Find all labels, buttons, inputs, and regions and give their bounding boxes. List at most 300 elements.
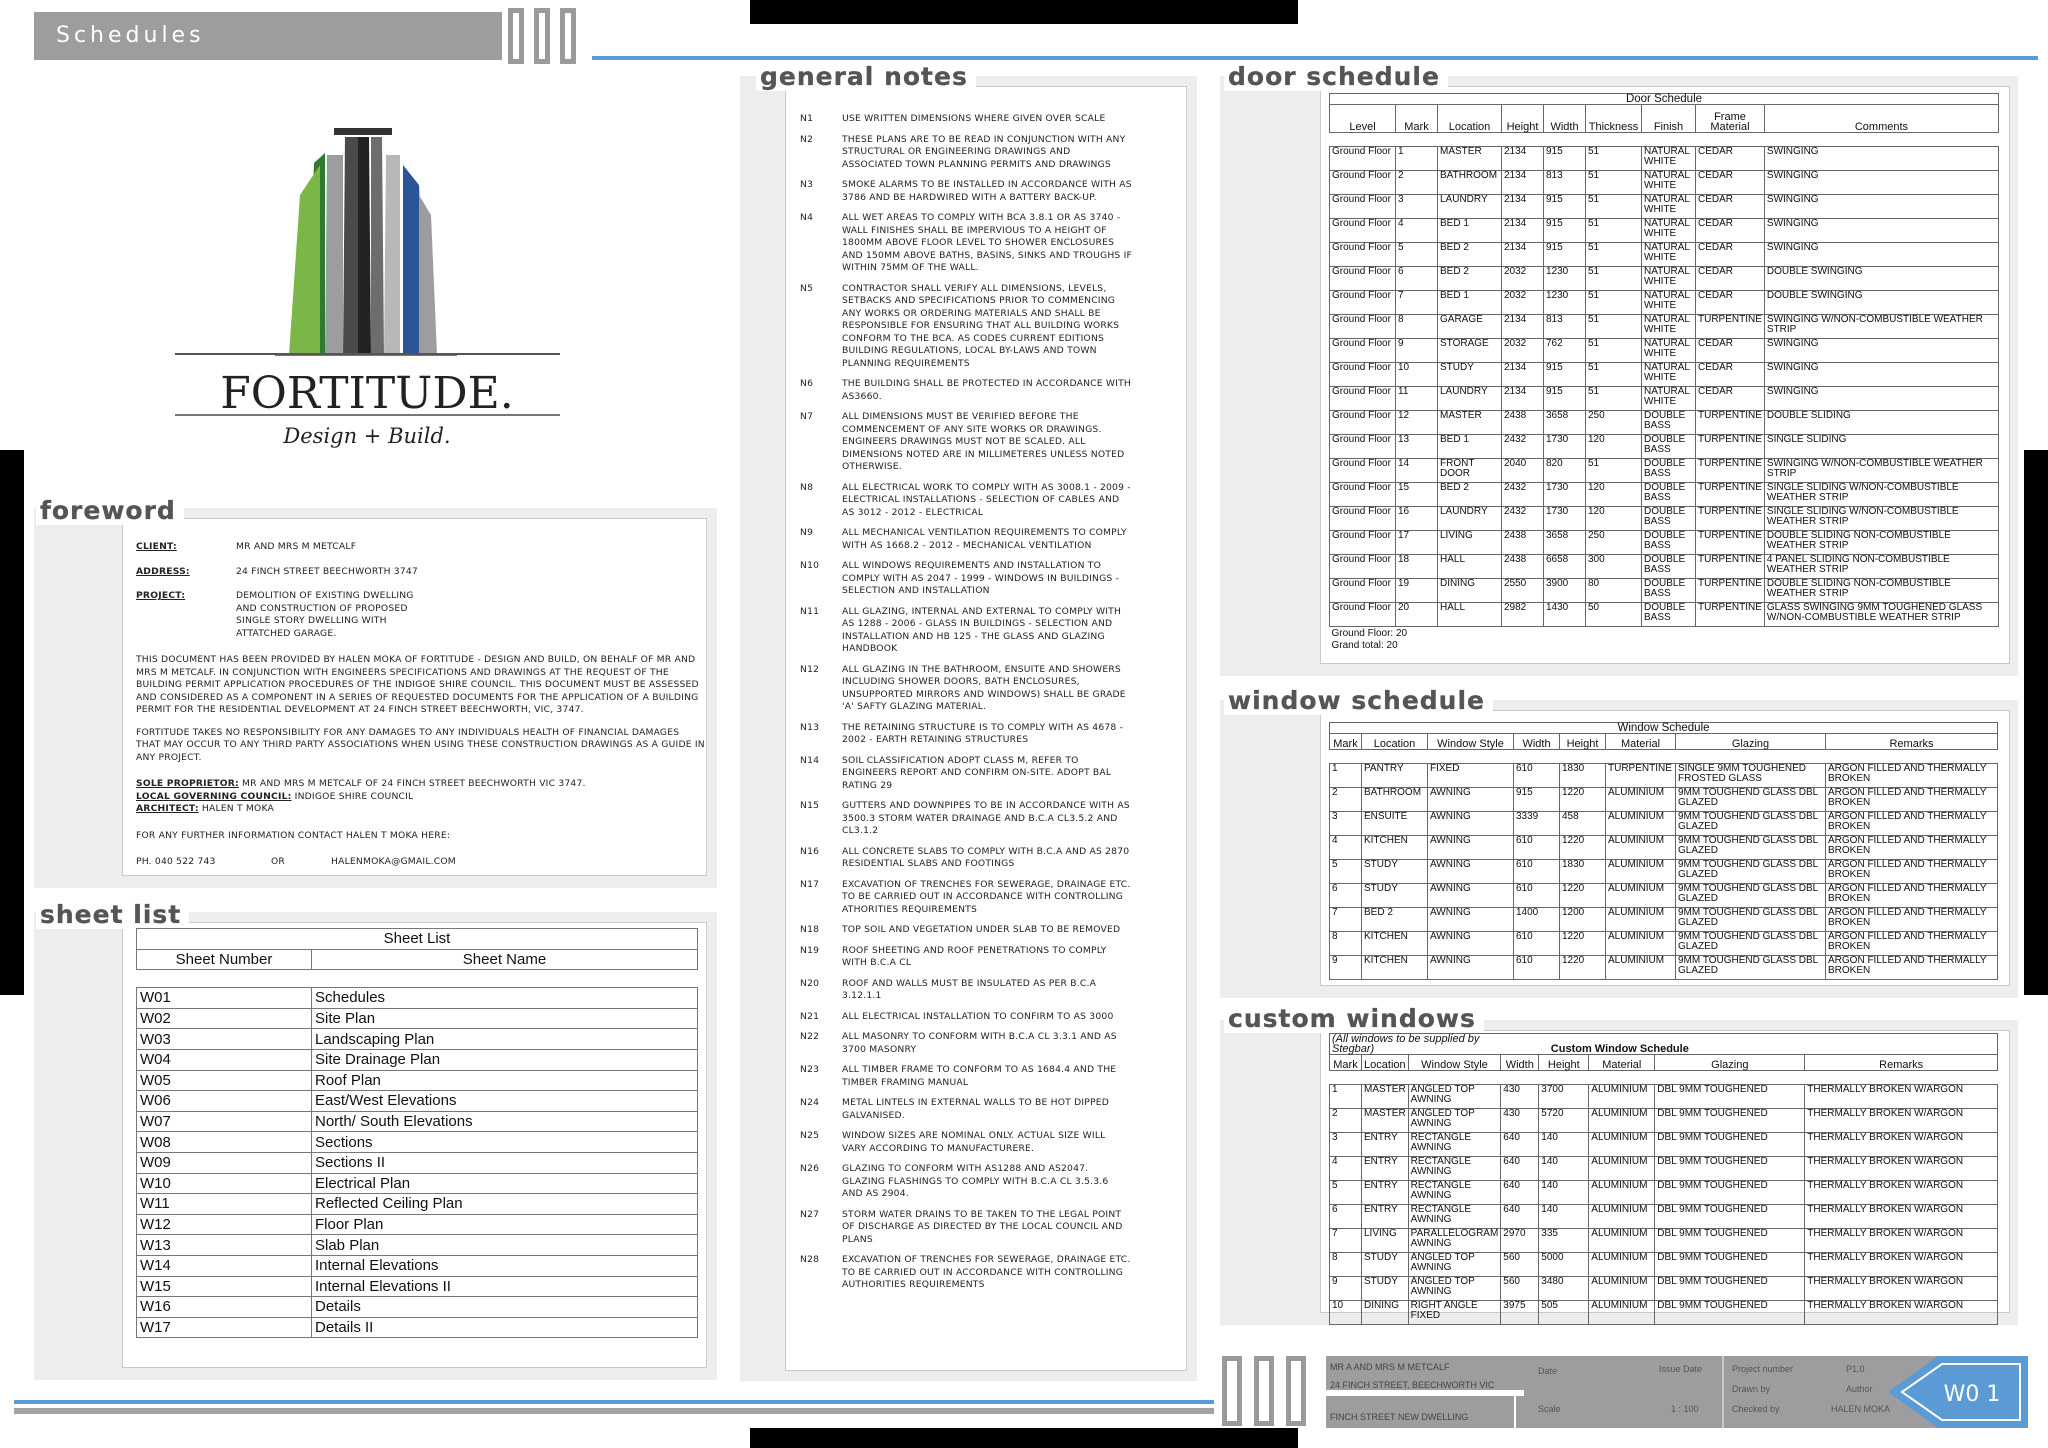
door-cell: 8 [1396,315,1438,339]
door-cell: 1230 [1544,267,1586,291]
note-text: SMOKE ALARMS TO BE INSTALLED IN ACCORDANCE WITH AS 3786 AND BE HARDWIRED WITH A BATTERY BACK-UP. [842,179,1132,203]
door-cell: Ground Floor [1330,411,1396,435]
door-cell: TURPENTINE [1696,435,1765,459]
door-cell: NATURAL WHITE [1642,171,1696,195]
door-cell: 2432 [1502,435,1544,459]
door-cell: 1730 [1544,483,1586,507]
footer-blue-line [14,1400,1214,1404]
sheet-number-cell: W02 [137,1008,312,1029]
custom-window-cell: 640 [1501,1157,1539,1181]
custom-window-cell: 430 [1501,1109,1539,1133]
door-row [1330,603,1999,627]
door-cell: BED 1 [1438,435,1502,459]
custom-windows-title: custom windows [1224,1004,1484,1033]
foreword-paragraph-2: FORTITUDE TAKES NO RESPONSIBILITY FOR ANY DAMAGES TO ANY INDIVIDUALS HEALTH OF FINANCIAL DAMAGES THAT MAY OCCUR TO ANY THIRD PARTY ASSOCIATIONS WHEN USING THESE CONSTRUCTION DRAWINGS AS A GUIDE IN ANY PROJECT. [136,726,705,763]
door-cell: 20 [1396,603,1438,627]
note-text: TOP SOIL AND VEGETATION UNDER SLAB TO BE REMOVED [842,924,1121,935]
note-text: ALL WINDOWS REQUIREMENTS AND INSTALLATION TO COMPLY WITH AS 2047 - 1999 - WINDOWS IN BUILDINGS - SELECTION AND INSTALLATION [842,560,1120,596]
note-text: ALL MASONRY TO CONFORM WITH B.C.A CL 3.3.1 AND AS 3700 MASONRY [842,1031,1117,1055]
window-cell: ALUMINIUM [1606,788,1676,812]
note-text: ALL ELECTRICAL INSTALLATION TO CONFIRM TO AS 3000 [842,1010,1114,1022]
custom-window-cell: THERMALLY BROKEN W/ARGON [1805,1085,1998,1109]
custom-windows-table [1329,1033,1998,1325]
custom-window-cell: DBL 9MM TOUGHENED [1655,1277,1805,1301]
custom-window-cell: 2970 [1501,1229,1539,1253]
custom-window-cell: THERMALLY BROKEN W/ARGON [1805,1301,1998,1325]
note-number: N15 [800,800,820,811]
sheet-list-row [137,1008,698,1029]
window-cell: ENSUITE [1362,812,1428,836]
door-cell: Ground Floor [1330,171,1396,195]
door-header: Frame Material [1696,105,1765,133]
custom-window-cell: MASTER [1362,1109,1409,1133]
window-cell: SINGLE 9MM TOUGHENED FROSTED GLASS [1676,764,1826,788]
door-cell: 50 [1586,603,1642,627]
general-note [800,560,1185,598]
custom-window-cell: ALUMINIUM [1589,1181,1655,1205]
custom-window-cell: ENTRY [1362,1133,1409,1157]
custom-window-header: Material [1589,1055,1655,1071]
door-cell: SINGLE SLIDING W/NON-COMBUSTIBLE WEATHER STRIP [1764,507,1998,531]
header-bars-decoration [508,8,588,64]
custom-window-cell: ALUMINIUM [1589,1277,1655,1301]
door-cell: 16 [1396,507,1438,531]
logo-wordmark: FORTITUDE. [220,368,514,419]
window-cell: 1220 [1560,932,1606,956]
custom-window-cell: ALUMINIUM [1589,1133,1655,1157]
door-row [1330,147,1999,171]
tb-address: 24 FINCH STREET, BEECHWORTH VIC [1330,1380,1495,1390]
project-label: PROJECT: [136,590,186,601]
window-cell: ARGON FILLED AND THERMALLY BROKEN [1826,908,1998,932]
note-number: N18 [800,924,820,935]
note-number: N24 [800,1097,820,1108]
custom-window-cell: DBL 9MM TOUGHENED [1655,1253,1805,1277]
logo-tagline: Design + Build. [283,424,451,448]
custom-window-cell: 335 [1539,1229,1589,1253]
window-cell: ALUMINIUM [1606,908,1676,932]
custom-window-row [1330,1085,1998,1109]
door-cell: 12 [1396,411,1438,435]
custom-window-cell: ALUMINIUM [1589,1205,1655,1229]
door-row [1330,579,1999,603]
custom-window-cell: ANGLED TOP AWNING [1408,1253,1501,1277]
sheet-list-table [136,928,698,1338]
note-text: THESE PLANS ARE TO BE READ IN CONJUNCTION WITH ANY STRUCTURAL OR ENGINEERING DRAWINGS AND ASSOCIATED TOWN PLANNING PERMITS AND DRAWINGS [842,133,1126,170]
door-cell: BATHROOM [1438,171,1502,195]
door-cell: 915 [1544,147,1586,171]
window-cell: 9MM TOUGHEND GLASS DBL GLAZED [1676,812,1826,836]
window-cell: 1830 [1560,860,1606,884]
window-header: Glazing [1676,734,1826,750]
door-cell: LAUNDRY [1438,387,1502,411]
door-cell: NATURAL WHITE [1642,339,1696,363]
custom-window-row [1330,1157,1998,1181]
custom-window-cell: RECTANGLE AWNING [1408,1133,1501,1157]
note-text: USE WRITTEN DIMENSIONS WHERE GIVEN OVER SCALE [842,113,1106,124]
sheet-list-row [137,1132,698,1153]
door-cell: NATURAL WHITE [1642,315,1696,339]
sheet-list-row [137,1111,698,1132]
window-cell: ARGON FILLED AND THERMALLY BROKEN [1826,788,1998,812]
window-header: Width [1514,734,1560,750]
window-cell: 5 [1330,860,1362,884]
door-cell: 2432 [1502,483,1544,507]
door-cell: 4 PANEL SLIDING NON-COMBUSTIBLE WEATHER STRIP [1764,555,1998,579]
window-row [1330,932,1998,956]
door-cell: Ground Floor [1330,363,1396,387]
custom-window-cell: DBL 9MM TOUGHENED [1655,1085,1805,1109]
door-cell: 80 [1586,579,1642,603]
door-cell: NATURAL WHITE [1642,243,1696,267]
note-number: N4 [800,212,814,223]
door-cell: 2438 [1502,555,1544,579]
door-cell: 2032 [1502,267,1544,291]
window-cell: STUDY [1362,884,1428,908]
sheet-name-cell: Sections [312,1132,698,1153]
general-note [800,879,1185,917]
sheet-list-header: Sheet Name [312,949,698,970]
custom-window-cell: ANGLED TOP AWNING [1408,1085,1501,1109]
address-value: 24 FINCH STREET BEECHWORTH 3747 [236,565,418,577]
sheet-list-row [137,1235,698,1256]
door-row [1330,291,1999,315]
door-cell: Ground Floor [1330,603,1396,627]
door-cell: 51 [1586,315,1642,339]
door-cell: 1730 [1544,435,1586,459]
window-header: Height [1560,734,1606,750]
sheet-list-row [137,1029,698,1050]
door-cell: BED 2 [1438,243,1502,267]
sheet-name-cell: Floor Plan [312,1214,698,1235]
window-row [1330,788,1998,812]
sheet-name-cell: Internal Elevations II [312,1276,698,1297]
client-label: CLIENT: [136,541,177,552]
note-number: N5 [800,282,814,294]
sheet-name-cell: Slab Plan [312,1235,698,1256]
custom-window-cell: 6 [1330,1205,1362,1229]
custom-window-header: Height [1539,1055,1589,1071]
door-cell: STORAGE [1438,339,1502,363]
sheet-number-cell: W12 [137,1214,312,1235]
note-number: N11 [800,605,820,617]
door-cell: 2032 [1502,291,1544,315]
window-cell: STUDY [1362,860,1428,884]
window-cell: ARGON FILLED AND THERMALLY BROKEN [1826,932,1998,956]
door-cell: NATURAL WHITE [1642,267,1696,291]
window-cell: ALUMINIUM [1606,884,1676,908]
door-row [1330,531,1999,555]
general-note [800,1011,1185,1024]
window-cell: 9MM TOUGHEND GLASS DBL GLAZED [1676,932,1826,956]
door-header: Finish [1642,105,1696,133]
door-cell: 2134 [1502,363,1544,387]
door-cell: 2134 [1502,315,1544,339]
door-cell: 1230 [1544,291,1586,315]
sheet-number-cell: W09 [137,1152,312,1173]
door-row [1330,219,1999,243]
custom-window-header: Mark [1330,1055,1362,1071]
custom-window-cell: 560 [1501,1277,1539,1301]
door-cell: Ground Floor [1330,195,1396,219]
door-cell: 2432 [1502,507,1544,531]
door-cell: 1 [1396,147,1438,171]
door-cell: 5 [1396,243,1438,267]
sheet-name-cell: Details II [312,1317,698,1338]
custom-window-cell: ALUMINIUM [1589,1229,1655,1253]
custom-window-cell: ALUMINIUM [1589,1301,1655,1325]
window-cell: PANTRY [1362,764,1428,788]
footer-grey-line [14,1408,1214,1414]
sheet-list-row [137,1070,698,1091]
window-cell: 610 [1514,956,1560,980]
door-cell: 300 [1586,555,1642,579]
door-cell: Ground Floor [1330,267,1396,291]
general-note [800,1031,1185,1056]
door-cell: CEDAR [1696,195,1765,219]
door-cell: 2134 [1502,219,1544,243]
door-cell: BED 1 [1438,219,1502,243]
door-cell: DOUBLE BASS [1642,507,1696,531]
door-cell: 6658 [1544,555,1586,579]
general-note [800,846,1185,871]
door-cell: 51 [1586,339,1642,363]
window-cell: 6 [1330,884,1362,908]
door-header: Width [1544,105,1586,133]
door-row [1330,459,1999,483]
sheet-list-row [137,1194,698,1215]
window-cell: AWNING [1428,836,1514,860]
door-cell: 7 [1396,291,1438,315]
sheet-list-row [137,988,698,1009]
custom-window-cell: ALUMINIUM [1589,1109,1655,1133]
note-text: THE RETAINING STRUCTURE IS TO COMPLY WITH AS 4678 - 2002 - EARTH RETAINING STRUCTURES [842,721,1124,745]
custom-window-row [1330,1133,1998,1157]
note-number: N23 [800,1064,820,1075]
window-cell: 1220 [1560,836,1606,860]
general-note [800,1064,1185,1089]
door-cell: DOUBLE BASS [1642,411,1696,435]
door-cell: LIVING [1438,531,1502,555]
door-schedule-caption: Door Schedule [1330,94,1999,105]
sheet-number-cell: W14 [137,1255,312,1276]
door-cell: STUDY [1438,363,1502,387]
door-cell: CEDAR [1696,243,1765,267]
door-row [1330,363,1999,387]
sheet-name-cell: North/ South Elevations [312,1111,698,1132]
door-cell: 915 [1544,363,1586,387]
note-number: N2 [800,133,814,145]
door-cell: Ground Floor [1330,483,1396,507]
window-cell: ALUMINIUM [1606,812,1676,836]
sheet-number-cell: W07 [137,1111,312,1132]
custom-window-cell: THERMALLY BROKEN W/ARGON [1805,1277,1998,1301]
note-text: CONTRACTOR SHALL VERIFY ALL DIMENSIONS, LEVELS, SETBACKS AND SPECIFICATIONS PRIOR TO COMMENCING ANY WORKS OR ORDERING MATERIALS AND SHALL BE RESPONSIBLE FOR ENSURING THAT ALL BUILDING WORKS CONFORM TO THE BCA. AS CODES CURRENT EDITIONS BUILDING REGULATIONS, LOCAL BY-LAWS AND TOWN PLANNING REQUIREMENTS [842,282,1120,369]
door-cell: 4 [1396,219,1438,243]
note-text: ALL GLAZING, INTERNAL AND EXTERNAL TO COMPLY WITH AS 1288 - 2006 - GLASS IN BUILDINGS - SELECTION AND INSTALLATION AND HB 125 - THE GLASS AND GLAZING HANDBOOK [842,605,1122,654]
council-value: INDIGOE SHIRE COUNCIL [294,790,414,802]
door-cell: DOUBLE BASS [1642,459,1696,483]
door-cell: Ground Floor [1330,147,1396,171]
window-row [1330,884,1998,908]
window-cell: AWNING [1428,956,1514,980]
door-cell: 915 [1544,195,1586,219]
note-text: ALL MECHANICAL VENTILATION REQUIREMENTS TO COMPLY WITH AS 1668.2 - 2012 - MECHANICAL VENTILATION [842,527,1127,551]
custom-window-cell: 2 [1330,1109,1362,1133]
window-row [1330,860,1998,884]
window-cell: AWNING [1428,908,1514,932]
note-text: ALL DIMENSIONS MUST BE VERIFIED BEFORE THE COMMENCEMENT OF ANY SITE WORKS OR DRAWINGS. ENGINEERS DRAWINGS MUST NOT BE SCALED. ALL DIMENSIONS NOTED ARE IN MILLIMETERES UNLESS NOTED OTHERWISE. [842,411,1125,472]
sheet-name-cell: Internal Elevations [312,1255,698,1276]
council-label: LOCAL GOVERNING COUNCIL: [136,790,292,802]
architect-label: ARCHITECT: [136,803,199,814]
window-cell: 1220 [1560,956,1606,980]
door-cell: 51 [1586,387,1642,411]
window-cell: 915 [1514,788,1560,812]
door-cell: TURPENTINE [1696,531,1765,555]
door-cell: DOUBLE SLIDING NON-COMBUSTIBLE WEATHER STRIP [1764,579,1998,603]
door-cell: 2134 [1502,195,1544,219]
window-cell: 9MM TOUGHEND GLASS DBL GLAZED [1676,836,1826,860]
door-cell: 2134 [1502,243,1544,267]
door-cell: 11 [1396,387,1438,411]
sheet-number-cell: W06 [137,1091,312,1112]
door-cell: SWINGING [1764,219,1998,243]
custom-window-cell: 3480 [1539,1277,1589,1301]
door-cell: DOUBLE SWINGING [1764,267,1998,291]
door-cell: 14 [1396,459,1438,483]
left-black-band [0,450,24,995]
door-cell: 762 [1544,339,1586,363]
general-note [800,212,1185,275]
door-cell: 120 [1586,507,1642,531]
sheet-list-row [137,1214,698,1235]
custom-window-cell: DBL 9MM TOUGHENED [1655,1109,1805,1133]
custom-window-cell: ANGLED TOP AWNING [1408,1277,1501,1301]
window-row [1330,764,1998,788]
door-row [1330,267,1999,291]
general-note [800,945,1185,970]
note-number: N19 [800,944,820,956]
door-cell: DOUBLE SWINGING [1764,291,1998,315]
custom-window-cell: ALUMINIUM [1589,1085,1655,1109]
custom-window-cell: DBL 9MM TOUGHENED [1655,1157,1805,1181]
sheet-name-cell: Reflected Ceiling Plan [312,1194,698,1215]
general-note [800,1209,1185,1247]
window-cell: 610 [1514,764,1560,788]
window-cell: 1220 [1560,884,1606,908]
window-cell: ALUMINIUM [1606,836,1676,860]
door-cell: 915 [1544,243,1586,267]
footer-bars-decoration [1222,1356,1318,1426]
door-row [1330,483,1999,507]
general-note [800,664,1185,714]
general-note [800,1254,1185,1292]
tb-project-number-value: P1.0 [1846,1364,1865,1374]
door-cell: TURPENTINE [1696,555,1765,579]
door-row [1330,435,1999,459]
door-cell: 820 [1544,459,1586,483]
door-cell: SWINGING [1764,387,1998,411]
door-header: Thickness [1586,105,1642,133]
door-cell: SWINGING W/NON-COMBUSTIBLE WEATHER STRIP [1764,315,1998,339]
door-schedule-title: door schedule [1224,62,1448,91]
door-cell: 51 [1586,363,1642,387]
custom-window-cell: 10 [1330,1301,1362,1325]
custom-window-cell: THERMALLY BROKEN W/ARGON [1805,1253,1998,1277]
note-number: N3 [800,179,814,190]
window-cell: 610 [1514,836,1560,860]
sheet-number-cell: W08 [137,1132,312,1153]
window-cell: 1830 [1560,764,1606,788]
door-cell: NATURAL WHITE [1642,291,1696,315]
window-cell: KITCHEN [1362,932,1428,956]
door-cell: 250 [1586,411,1642,435]
custom-window-cell: 3975 [1501,1301,1539,1325]
door-cell: 6 [1396,267,1438,291]
general-note [800,1130,1185,1155]
door-cell: 51 [1586,243,1642,267]
general-note [800,283,1185,371]
door-cell: 51 [1586,267,1642,291]
general-note [800,134,1185,172]
door-cell: Ground Floor [1330,555,1396,579]
door-cell: 250 [1586,531,1642,555]
door-header: Mark [1396,105,1438,133]
window-cell: ALUMINIUM [1606,860,1676,884]
sheet-title-text: Schedules [56,23,205,48]
window-cell: AWNING [1428,788,1514,812]
note-number: N1 [800,113,814,124]
door-cell: SWINGING W/NON-COMBUSTIBLE WEATHER STRIP [1764,459,1998,483]
note-number: N21 [800,1010,820,1022]
architect-value: HALEN T MOKA [201,803,275,814]
custom-window-header: Remarks [1805,1055,1998,1071]
door-cell: MASTER [1438,147,1502,171]
window-cell: AWNING [1428,932,1514,956]
note-text: GUTTERS AND DOWNPIPES TO BE IN ACCORDANCE WITH AS 3500.3 STORM WATER DRAINAGE AND B.C.A CL3.5.2 AND CL3.1.2 [842,800,1130,836]
window-cell: ALUMINIUM [1606,956,1676,980]
door-cell: GLASS SWINGING 9MM TOUGHENED GLASS W/NON-COMBUSTIBLE WEATHER STRIP [1764,603,1998,627]
general-note [800,411,1185,474]
door-cell: SINGLE SLIDING W/NON-COMBUSTIBLE WEATHER STRIP [1764,483,1998,507]
general-note [800,482,1185,520]
window-cell: ARGON FILLED AND THERMALLY BROKEN [1826,956,1998,980]
door-row [1330,315,1999,339]
door-cell: 2 [1396,171,1438,195]
door-cell: CEDAR [1696,291,1765,315]
door-cell: TURPENTINE [1696,603,1765,627]
door-cell: 18 [1396,555,1438,579]
window-header: Remarks [1826,734,1998,750]
door-cell: Ground Floor [1330,435,1396,459]
custom-window-cell: DBL 9MM TOUGHENED [1655,1301,1805,1325]
door-cell: 1430 [1544,603,1586,627]
door-row [1330,195,1999,219]
window-cell: 1200 [1560,908,1606,932]
custom-window-cell: DINING [1362,1301,1409,1325]
sheet-list-row [137,1276,698,1297]
note-text: GLAZING TO CONFORM WITH AS1288 AND AS2047. GLAZING FLASHINGS TO COMPLY WITH B.C.A CL 3.5.3.6 AND AS 2904. [842,1163,1109,1199]
window-cell: 4 [1330,836,1362,860]
custom-window-cell: ALUMINIUM [1589,1157,1655,1181]
custom-window-cell: RECTANGLE AWNING [1408,1157,1501,1181]
door-cell: 2438 [1502,531,1544,555]
custom-window-cell: 5720 [1539,1109,1589,1133]
door-cell: NATURAL WHITE [1642,195,1696,219]
custom-window-row [1330,1109,1998,1133]
sheet-number: W0 1 [1943,1382,2001,1407]
